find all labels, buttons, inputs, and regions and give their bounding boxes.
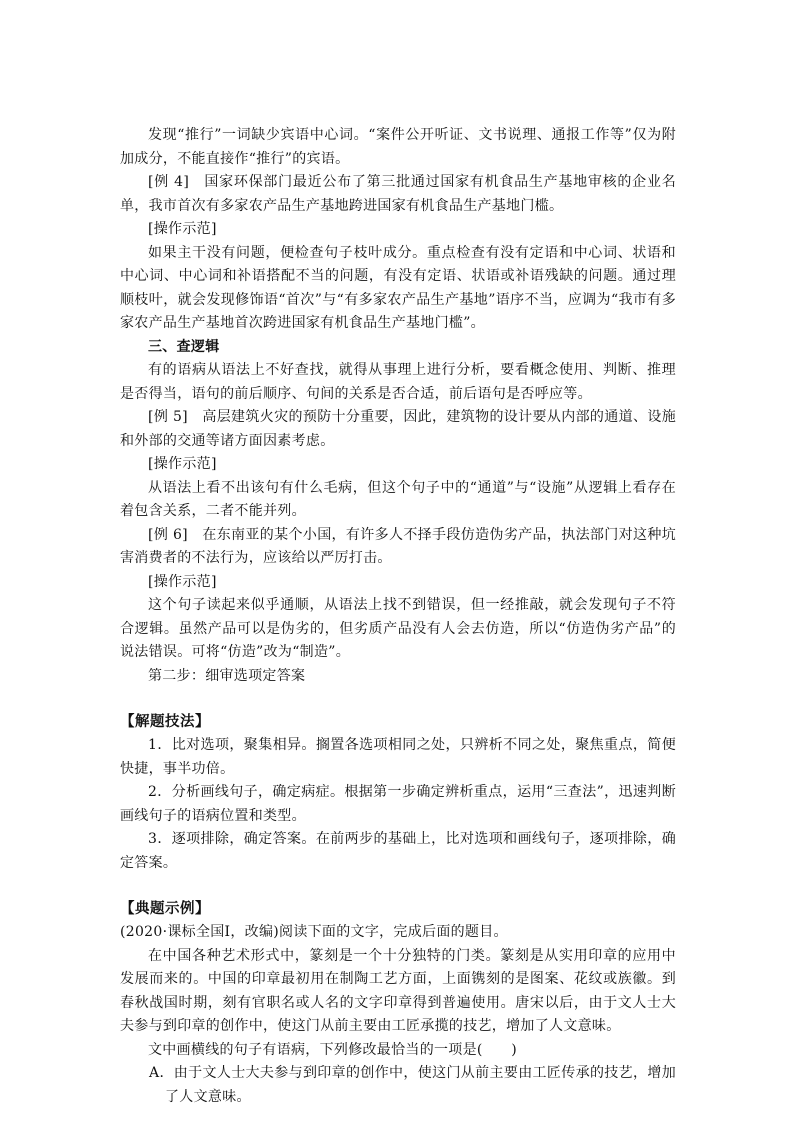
jieti-item-2: 2．分析画线句子，确定病症。根据第一步确定辨析重点，运用“三查法”，迅速判断画线句子的语病位置和类型。	[120, 784, 676, 824]
operation-label: [操作示范]	[148, 573, 217, 590]
example-6: [例 6] 在东南亚的某个小国，有许多人不择手段仿造伪劣产品，执法部门对这种坑害消费者的不法行为，应该给以严厉打击。	[120, 526, 676, 566]
section-heading-logic: 三、查逻辑	[148, 338, 220, 355]
paragraph: 如果主干没有问题，便检查句子枝叶成分。重点检查有没有定语和中心词、状语和中心词、中心词和补语搭配不当的问题，有没有定语、状语或补语残缺的问题。通过理顺枝叶，就会发现修饰语“首次”与“有多家农产品生产基地”语序不当，应调为“我市有多家农产品生产基地首次跨进国家有机食品生产基地门槛”。	[120, 244, 676, 331]
operation-label: [操作示范]	[148, 456, 217, 472]
paragraph: 有的语病从语法上不好查找，就得从事理上进行分析，要看概念使用、判断、推理是否得当，语句的前后顺序、句间的关系是否合适，前后语句是否呼应等。	[120, 362, 676, 402]
question-stem: 文中画横线的句子有语病，下列修改最恰当的一项是( )	[148, 1041, 518, 1058]
paragraph: 这个句子读起来似乎通顺，从语法上找不到错误，但一经推敲，就会发现句子不符合逻辑。虽然产品可以是伪劣的，但劣质产品没有人会去仿造，所以“仿造伪劣产品”的说法错误。可将“仿造”改为“制造”。	[120, 597, 676, 660]
step-two: 第二步：细审选项定答案	[148, 667, 306, 684]
paragraph: 发现“推行”一词缺少宾语中心词。“案件公开听证、文书说理、通报工作等”仅为附加成分，不能直接作“推行”的宾语。	[120, 127, 676, 167]
operation-label: [操作示范]	[148, 221, 217, 237]
section-title-dianti: 【典题示例】	[120, 900, 210, 917]
example-4: [例 4] 国家环保部门最近公布了第三批通过国家有机食品生产基地审核的企业名单，我市首次有多家农产品生产基地跨进国家有机食品生产基地门槛。	[120, 174, 676, 214]
paragraph: 从语法上看不出该句有什么毛病，但这个句子中的“通道”与“设施”从逻辑上看存在着包含关系，二者不能并列。	[120, 479, 676, 519]
main-body	[120, 124, 676, 1109]
jieti-item-1: 1．比对选项，聚集相异。搁置各选项相同之处，只辨析不同之处，聚焦重点，简便快捷，事半功倍。	[120, 737, 676, 777]
question-passage: 在中国各种艺术形式中，篆刻是一个十分独特的门类。篆刻是从实用印章的应用中发展而来的。中国的印章最初用在制陶工艺方面，上面镌刻的是图案、花纹或族徽。到春秋战国时期，刻有官职名或人名的文字印章得到普遍使用。唐宋以后，由于文人士大夫参与到印章的创作中，使这门从前主要由工匠承揽的技艺，增加了人文意味。	[120, 947, 676, 1034]
question-source: (2020·课标全国Ⅰ，改编)阅读下面的文字，完成后面的题目。	[120, 924, 508, 940]
option-a: A．由于文人士大夫参与到印章的创作中，使这门从前主要由工匠传承的技艺，增加了人文意味。	[149, 1065, 676, 1105]
section-title-jieti: 【解题技法】	[120, 713, 210, 730]
jieti-item-3: 3．逐项排除，确定答案。在前两步的基础上，比对选项和画线句子，逐项排除，确定答案。	[120, 831, 676, 871]
example-5: [例 5] 高层建筑火灾的预防十分重要，因此，建筑物的设计要从内部的通道、设施和外部的交通等诸方面因素考虑。	[120, 409, 676, 449]
